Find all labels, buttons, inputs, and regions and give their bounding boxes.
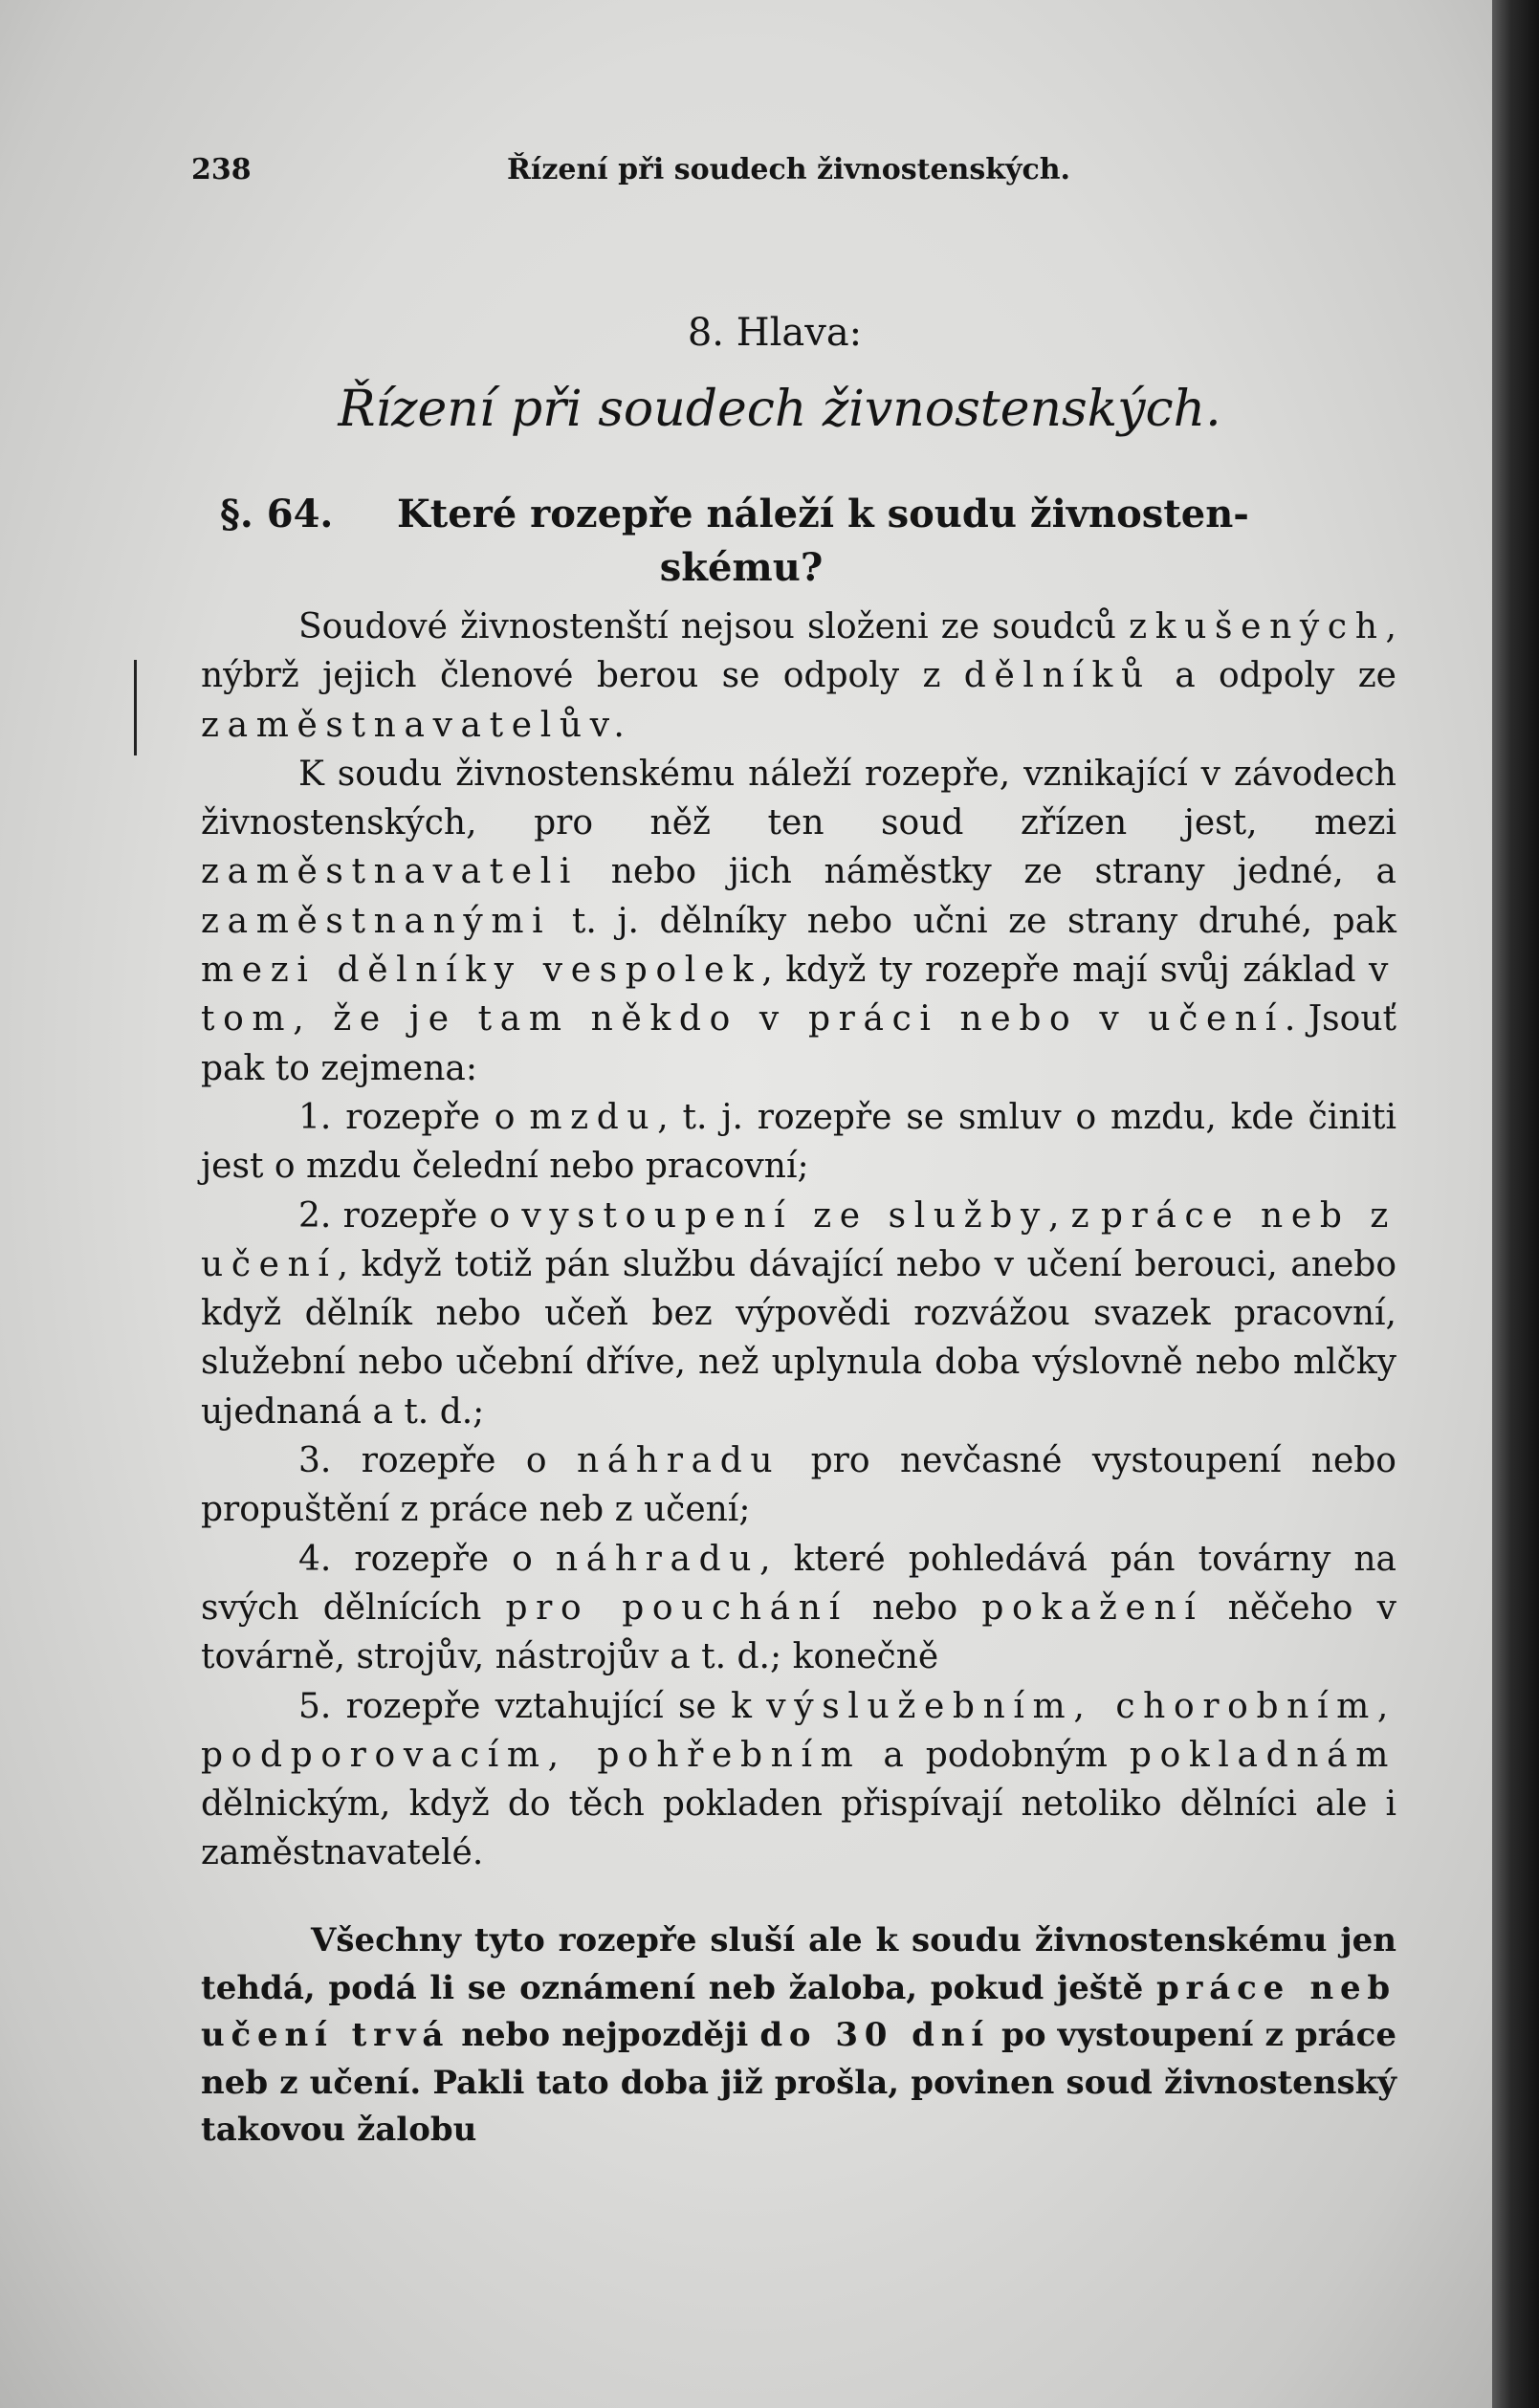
section-heading-line2: skému? bbox=[659, 545, 824, 590]
spaced-text: pro pouchání bbox=[505, 1587, 848, 1628]
body-text bbox=[201, 602, 1396, 1878]
text-run: pro nevčasné vystoupení nebo propuštění z práce neb z učení; bbox=[201, 1441, 1396, 1530]
text-run: 2. rozepře o bbox=[298, 1195, 511, 1236]
spaced-text: dělníků bbox=[963, 656, 1152, 696]
paragraph-1 bbox=[201, 602, 1396, 750]
text-run: , které pohledává pán továrny na svých dělnících bbox=[201, 1539, 1396, 1628]
list-item-4 bbox=[201, 1535, 1396, 1682]
text-run: po vystoupení z práce neb z učení. Pakli tato doba již prošla, povinen soud živnostenský takovou žalobu bbox=[201, 2016, 1396, 2149]
spaced-text: zaměstnavatelův. bbox=[201, 705, 633, 745]
text-run: nebo nejpozději bbox=[450, 2016, 749, 2054]
spaced-text: mezi dělníky vespolek bbox=[201, 951, 762, 991]
running-head-title: Řízení při soudech živnostenských. bbox=[507, 153, 1070, 186]
text-run: , t. j. rozepře se smluv o mzdu, kde činiti jest o mzdu čelední nebo pracovní; bbox=[201, 1097, 1396, 1187]
spaced-text: náhradu bbox=[555, 1539, 760, 1579]
running-head bbox=[191, 153, 1148, 186]
list-item-3 bbox=[201, 1436, 1396, 1535]
spaced-text: zaměstnanými bbox=[201, 901, 552, 941]
text-run: 4. rozepře o bbox=[298, 1539, 533, 1579]
spaced-text: v tom, že je tam někdo v práci nebo v učení bbox=[201, 951, 1396, 1040]
text-run: , nýbrž jejich členové berou se odpoly z bbox=[201, 607, 1396, 696]
spaced-text: výslužebním, chorobním, podporovacím, pohřebním bbox=[201, 1686, 1397, 1775]
text-run: 5. rozepře vztahující se k bbox=[298, 1686, 752, 1726]
chapter-label: 8. Hlava: bbox=[687, 311, 863, 355]
text-run: dělnickým, když do těch pokladen přispívají netoliko dělníci ale i zaměstnavatelé. bbox=[201, 1784, 1396, 1873]
text-run: a podobným bbox=[861, 1735, 1108, 1775]
final-paragraph bbox=[201, 1917, 1396, 2155]
text-run: Všechny tyto rozepře sluší ale k soudu živnostenskému jen tehdá, podá li se oznámení neb žaloba, pokud ještě bbox=[201, 1921, 1396, 2007]
text-run: , když totiž pán službu dávající nebo v učení berouci, anebo když dělník nebo učeň bez výpovědi rozvážou svazek pracovní, služební nebo učební dříve, než uplynula doba výslovně nebo mlčky ujednaná a t. d.; bbox=[201, 1244, 1396, 1432]
spaced-text: pokladnám bbox=[1129, 1735, 1396, 1775]
spaced-text: do 30 dní bbox=[759, 2016, 990, 2054]
text-run: K soudu živnostenskému náleží rozepře, vznikající v závodech živnostenských, pro něž ten soud zřízen jest, mezi bbox=[201, 754, 1396, 843]
spaced-text: zkušených bbox=[1129, 607, 1386, 646]
section-number: §. 64. bbox=[220, 492, 334, 536]
margin-pencil-mark bbox=[134, 660, 137, 755]
list-item-2 bbox=[201, 1192, 1396, 1436]
book-binding-edge bbox=[1492, 0, 1539, 2408]
spaced-text: pokažení bbox=[981, 1587, 1204, 1628]
text-run: t. j. dělníky nebo učni ze strany druhé, pak bbox=[551, 901, 1396, 941]
text-run: a odpoly ze bbox=[1151, 656, 1396, 696]
text-run: . Jsouť pak to zejmena: bbox=[201, 999, 1396, 1088]
text-run: 3. rozepře o bbox=[298, 1441, 547, 1481]
text-run: něčeho v továrně, strojův, nástrojův a t. d.; konečně bbox=[201, 1587, 1397, 1677]
text-run: nebo jich náměstky ze strany jedné, a bbox=[579, 852, 1396, 892]
page-number: 238 bbox=[191, 153, 252, 186]
spaced-text: práce neb z učení bbox=[201, 1195, 1396, 1284]
spaced-text: zaměstnavateli bbox=[201, 852, 580, 892]
text-run: 1. rozepře o bbox=[298, 1097, 516, 1137]
list-item-5 bbox=[201, 1682, 1396, 1878]
section-heading bbox=[220, 488, 1396, 595]
text-run: Soudové živnostenští nejsou složeni ze soudců bbox=[298, 607, 1116, 646]
chapter-title: Řízení při soudech živnostenských. bbox=[338, 381, 1221, 438]
section-heading-line1: Které rozepře náleží k soudu živnosten- bbox=[397, 492, 1249, 536]
text-run: nebo bbox=[847, 1587, 958, 1628]
list-item-1 bbox=[201, 1093, 1396, 1192]
paragraph-2 bbox=[201, 750, 1396, 1093]
spaced-text: mzdu bbox=[529, 1097, 658, 1137]
spaced-text: náhradu bbox=[577, 1441, 781, 1481]
text-run: , z bbox=[1047, 1195, 1089, 1236]
spaced-text: práce neb učení trvá bbox=[201, 1968, 1397, 2054]
text-run: , když ty rozepře mají svůj základ bbox=[761, 951, 1356, 991]
spaced-text: vystoupení ze služby bbox=[521, 1195, 1048, 1236]
